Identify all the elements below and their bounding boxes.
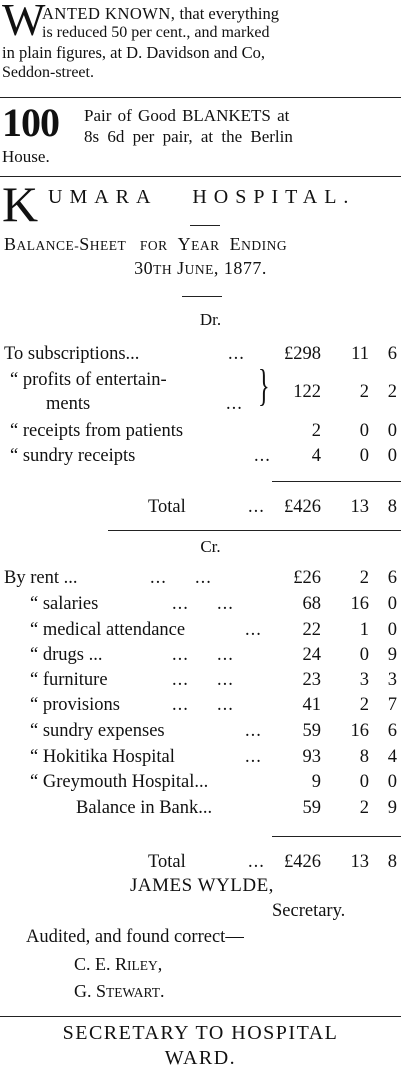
credit-pounds: 93 bbox=[302, 747, 321, 767]
debit-row-entertainments-amount bbox=[0, 379, 401, 405]
credit-label: “ sundry expenses bbox=[30, 721, 165, 741]
section-rule bbox=[108, 530, 401, 531]
cr-heading: Cr. bbox=[200, 537, 221, 556]
debit-pence: 0 bbox=[387, 421, 397, 441]
blankets-line-2: 8s 6d per pair, at the Berlin bbox=[84, 127, 293, 146]
total-label: Total bbox=[148, 497, 186, 517]
credit-label: “ Hokitika Hospital bbox=[30, 747, 175, 767]
debit-pence: 0 bbox=[387, 446, 397, 466]
credit-shillings: 8 bbox=[359, 747, 369, 767]
dr-heading: Dr. bbox=[199, 310, 222, 329]
heading-rule bbox=[190, 225, 220, 226]
credit-total-row bbox=[0, 849, 401, 875]
date-30: 30 bbox=[134, 258, 154, 278]
credit-dots: ... bbox=[245, 721, 262, 741]
wanted-line-3: in plain figures, at D. Davidson and Co, bbox=[2, 43, 266, 62]
debit-row-subscriptions bbox=[0, 341, 401, 367]
sc-e: E bbox=[229, 234, 242, 254]
credit-shillings: 2 bbox=[359, 568, 369, 588]
auditor-2-stop: . bbox=[159, 981, 165, 1001]
wanted-line-1-rest: that everything bbox=[179, 4, 279, 23]
credit-dots: ... ... bbox=[150, 568, 212, 588]
credit-row bbox=[0, 769, 401, 795]
credit-pence: 0 bbox=[387, 772, 397, 792]
debit-dots: ... bbox=[228, 344, 245, 364]
total-pence: 8 bbox=[387, 852, 397, 872]
wanted-line-2: is reduced 50 per cent., and marked bbox=[42, 24, 270, 41]
debit-label: “ receipts from patients bbox=[10, 421, 184, 441]
credit-dots: ... ... bbox=[172, 645, 234, 665]
credit-pounds: £26 bbox=[293, 568, 321, 588]
credit-pounds: 59 bbox=[302, 798, 321, 818]
debit-total-row bbox=[0, 494, 401, 520]
auditor-2 bbox=[74, 981, 164, 1002]
credit-dots: ... bbox=[245, 620, 262, 640]
total-shillings: 13 bbox=[350, 852, 369, 872]
credit-row-balance bbox=[0, 795, 401, 821]
sc-b: B bbox=[4, 234, 17, 254]
credit-shillings: 0 bbox=[359, 645, 369, 665]
divider-1 bbox=[0, 97, 401, 98]
auditor-1-surname: ILEY bbox=[127, 958, 158, 973]
debit-shillings: 0 bbox=[359, 446, 369, 466]
debit-dots: ... bbox=[226, 394, 243, 414]
debit-pence: 6 bbox=[387, 344, 397, 364]
credit-row bbox=[0, 642, 401, 668]
credit-pounds: 68 bbox=[302, 594, 321, 614]
sc-nding: NDING bbox=[241, 238, 288, 253]
debit-shillings: 0 bbox=[359, 421, 369, 441]
sc-heet-for: HEET FOR bbox=[89, 238, 168, 253]
balance-sheet-title-2 bbox=[0, 258, 401, 279]
drop-cap-k: K bbox=[2, 176, 39, 232]
credit-pounds: 22 bbox=[302, 620, 321, 640]
credit-shillings: 16 bbox=[350, 594, 369, 614]
auditor-1 bbox=[74, 954, 162, 975]
drop-cap-w: W bbox=[2, 0, 46, 45]
credit-shillings: 2 bbox=[359, 695, 369, 715]
credit-row bbox=[0, 591, 401, 617]
total-pounds: £426 bbox=[284, 497, 321, 517]
sc-ear: EAR bbox=[191, 238, 220, 253]
debit-dots: ... bbox=[254, 446, 271, 466]
credit-label: “ medical attendance bbox=[30, 620, 186, 640]
credit-pounds: 41 bbox=[302, 695, 321, 715]
number-100: 100 bbox=[2, 100, 59, 145]
hospital-heading: UMARA HOSPITAL. bbox=[48, 186, 356, 208]
date-th: TH bbox=[153, 262, 173, 277]
credit-label: By rent ... bbox=[4, 568, 78, 588]
blankets-line-1: Pair of Good BLANKETS at bbox=[84, 106, 290, 125]
footer-line-1: SECRETARY TO HOSPITAL bbox=[62, 1022, 339, 1044]
credit-shillings: 2 bbox=[359, 798, 369, 818]
credit-shillings: 3 bbox=[359, 670, 369, 690]
debit-label: To subscriptions... bbox=[4, 344, 140, 364]
divider-3 bbox=[0, 1016, 401, 1017]
credit-pounds: 24 bbox=[302, 645, 321, 665]
credit-row bbox=[0, 692, 401, 718]
debit-row-patients bbox=[0, 418, 401, 444]
credit-label: Balance in Bank... bbox=[76, 798, 213, 818]
auditor-2-initials: G. S bbox=[74, 981, 107, 1001]
credit-label: “ salaries bbox=[30, 594, 99, 614]
audited-line: Audited, and found correct— bbox=[26, 927, 244, 947]
credit-pence: 4 bbox=[387, 747, 397, 767]
auditor-2-surname: TEWART bbox=[106, 985, 160, 1000]
debit-pounds: 2 bbox=[311, 421, 321, 441]
credit-label: “ provisions bbox=[30, 695, 120, 715]
total-pounds: £426 bbox=[284, 852, 321, 872]
debit-label-cont: ments bbox=[46, 394, 91, 414]
date-j: J bbox=[177, 258, 185, 278]
credit-pence: 0 bbox=[387, 594, 397, 614]
signatory-name: JAMES WYLDE, bbox=[130, 875, 274, 896]
date-year: , 1877. bbox=[213, 258, 267, 278]
credit-dots: ... ... bbox=[172, 670, 234, 690]
credit-shillings: 16 bbox=[350, 721, 369, 741]
wanted-caps: ANTED KNOWN, bbox=[42, 4, 176, 23]
credit-label: “ drugs ... bbox=[30, 645, 103, 665]
debit-pounds: £298 bbox=[284, 344, 321, 364]
balance-sheet-title-1 bbox=[4, 234, 287, 255]
sc-alance: ALANCE- bbox=[16, 238, 80, 253]
total-shillings: 13 bbox=[350, 497, 369, 517]
debit-label: “ profits of entertain- bbox=[10, 370, 167, 390]
auditor-1-initials: C. E. R bbox=[74, 954, 128, 974]
total-label: Total bbox=[148, 852, 186, 872]
credit-pounds: 9 bbox=[311, 772, 321, 792]
credit-row bbox=[0, 718, 401, 744]
credit-pounds: 59 bbox=[302, 721, 321, 741]
sc-y: Y bbox=[177, 234, 192, 254]
debit-shillings: 2 bbox=[359, 382, 369, 402]
debit-pounds: 122 bbox=[293, 382, 321, 402]
blankets-line-3: House. bbox=[2, 147, 50, 166]
credit-pence: 6 bbox=[387, 568, 397, 588]
credit-pence: 3 bbox=[387, 670, 397, 690]
brace: } bbox=[258, 361, 270, 410]
credit-row bbox=[0, 744, 401, 770]
divider-2 bbox=[0, 176, 401, 177]
date-une: UNE bbox=[184, 262, 214, 277]
debit-pounds: 4 bbox=[311, 446, 321, 466]
credit-pence: 0 bbox=[387, 620, 397, 640]
credit-dots: ... ... bbox=[172, 594, 234, 614]
footer-line-2: WARD. bbox=[164, 1047, 237, 1069]
total-pence: 8 bbox=[387, 497, 397, 517]
wanted-line-1 bbox=[42, 4, 279, 24]
total-dots: ... bbox=[248, 497, 265, 517]
credit-pence: 6 bbox=[387, 721, 397, 741]
credit-label: “ furniture bbox=[30, 670, 108, 690]
credit-row bbox=[0, 565, 401, 591]
credit-row bbox=[0, 667, 401, 693]
debit-pence: 2 bbox=[387, 382, 397, 402]
total-dots: ... bbox=[248, 852, 265, 872]
credit-pence: 9 bbox=[387, 798, 397, 818]
signatory-title: Secretary. bbox=[272, 901, 346, 921]
debit-row-sundry bbox=[0, 443, 401, 469]
debit-sum-rule bbox=[272, 481, 401, 482]
credit-shillings: 0 bbox=[359, 772, 369, 792]
title-rule bbox=[182, 296, 222, 297]
credit-sum-rule bbox=[272, 836, 401, 837]
credit-dots: ... ... bbox=[172, 695, 234, 715]
credit-dots: ... bbox=[245, 747, 262, 767]
credit-pence: 7 bbox=[387, 695, 397, 715]
credit-pounds: 23 bbox=[302, 670, 321, 690]
credit-pence: 9 bbox=[387, 645, 397, 665]
sc-s: S bbox=[79, 234, 90, 254]
credit-row bbox=[0, 617, 401, 643]
debit-shillings: 11 bbox=[351, 344, 369, 364]
auditor-1-comma: , bbox=[157, 954, 163, 974]
credit-shillings: 1 bbox=[359, 620, 369, 640]
wanted-line-4: Seddon-street. bbox=[2, 64, 94, 81]
credit-label: “ Greymouth Hospital... bbox=[30, 772, 209, 792]
debit-label: “ sundry receipts bbox=[10, 446, 136, 466]
